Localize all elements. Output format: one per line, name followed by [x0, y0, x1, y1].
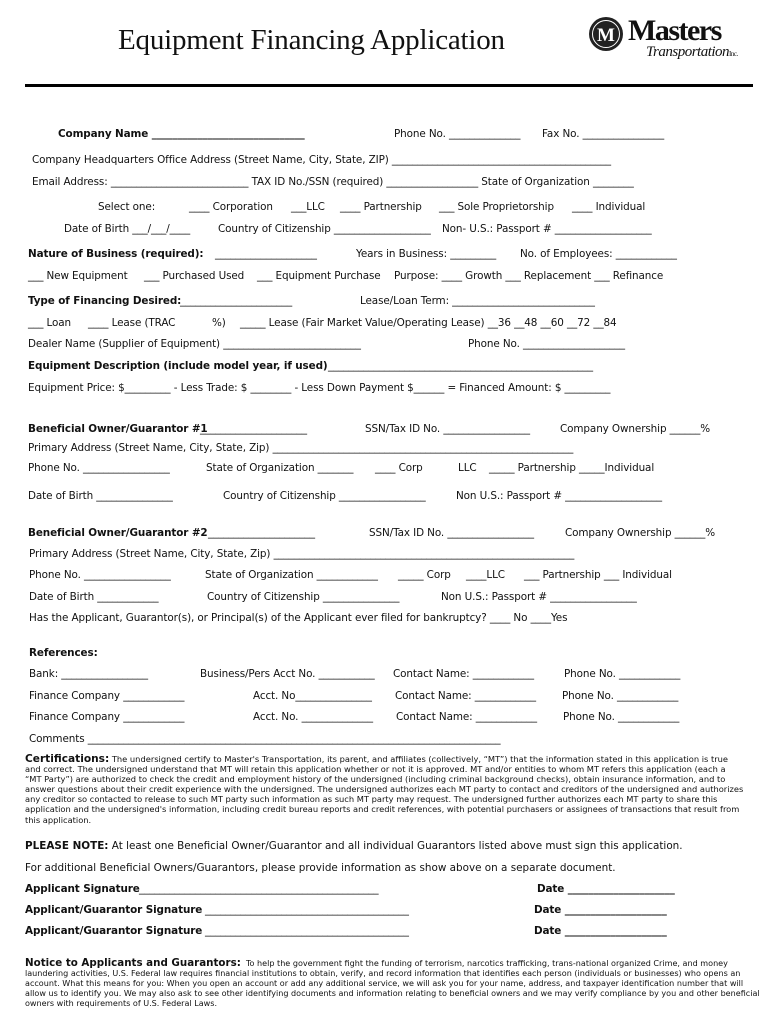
- guarantor1-llc-option[interactable]: LLC: [458, 462, 477, 474]
- llc-option[interactable]: ___LLC: [291, 201, 325, 213]
- notice-line: allow us to identify you. We may also ask to see other identifying documents and information relating to beneficial owners and we may verify compliance by you and other beneficial: [25, 988, 760, 999]
- guarantor-signature-line[interactable]: ________________________________________: [205, 925, 409, 937]
- certifications-first-line: Certifications: The undersigned certify to Master's Transportation, its parent, and affiliates (collectively, “MT”) that the information stated in this application is true: [25, 753, 729, 765]
- new-equipment-option[interactable]: ___ New Equipment: [28, 270, 128, 282]
- equipment-description-field[interactable]: ____________________________________________________: [328, 360, 593, 372]
- guarantor1-citizenship-field[interactable]: Country of Citizenship _________________: [223, 490, 426, 502]
- guarantor1-corp-option[interactable]: ____ Corp: [375, 462, 423, 474]
- guarantor2-llc-option[interactable]: ____LLC: [466, 569, 505, 581]
- notice-first-line: Notice to Applicants and Guarantors: To help the government fight the funding of terrorism, narcotics trafficking, trans-national organized Crime, and money: [25, 957, 728, 969]
- please-note-label: PLEASE NOTE:: [25, 840, 109, 852]
- logo-tagline: TransportationInc.: [646, 44, 738, 60]
- guarantor1-dob-field[interactable]: Date of Birth _______________: [28, 490, 173, 502]
- please-note: [25, 839, 683, 853]
- masters-emblem-icon: [588, 16, 624, 52]
- applicant-signature-label: Applicant Signature: [25, 883, 140, 895]
- dealer-phone-field[interactable]: Phone No. ____________________: [468, 338, 625, 350]
- equipment-price-field[interactable]: Equipment Price: $_________ - Less Trade: $ ________ - Less Down Payment $______ = Financed Amount: $ _________: [28, 382, 611, 394]
- guarantor1-ssn-field[interactable]: SSN/Tax ID No. _________________: [365, 423, 530, 435]
- guarantor2-address-field[interactable]: Primary Address (Street Name, City, State, Zip) ___________________________________________________________: [29, 548, 575, 560]
- notice-line: account. What this means for you: When you open an account or add any additional service, we will ask you for your name, address, and taxpayer identification number that will: [25, 978, 744, 989]
- guarantor2-partnership-option[interactable]: ___ Partnership ___ Individual: [524, 569, 672, 581]
- applicant-signature-line[interactable]: _______________________________________________: [139, 883, 379, 895]
- guarantor1-phone-field[interactable]: Phone No. _________________: [28, 462, 170, 474]
- page-title: Equipment Financing Application: [118, 24, 505, 56]
- years-in-business-field[interactable]: Years in Business: _________: [356, 248, 497, 260]
- corporation-option[interactable]: ____ Corporation: [189, 201, 273, 213]
- guarantor-signature-line[interactable]: ________________________________________: [205, 904, 409, 916]
- individual-option[interactable]: ____ Individual: [572, 201, 646, 213]
- guarantor-signature-label: Applicant/Guarantor Signature: [25, 925, 203, 937]
- nature-of-business-label: Nature of Business (required):: [28, 248, 204, 260]
- finance-company-2-field[interactable]: Finance Company ____________: [29, 711, 185, 723]
- certifications-line: “MT Party”) are authorized to check the credit and employment history of the undersigned (including criminal background checks), obtain insurance information, and to: [25, 774, 726, 785]
- equipment-description-label: Equipment Description (include model year, if used): [28, 360, 328, 372]
- guarantor1-state-field[interactable]: State of Organization _______: [206, 462, 354, 474]
- guarantor1-partnership-option[interactable]: _____ Partnership _____Individual: [489, 462, 655, 474]
- finance-company-2-account-field[interactable]: Acct. No. ______________: [253, 711, 373, 723]
- date-of-birth-field[interactable]: Date of Birth ___/___/____: [64, 223, 191, 235]
- logo-name: Masters: [628, 14, 721, 47]
- guarantor2-label: Beneficial Owner/Guarantor #2: [28, 527, 208, 539]
- guarantor2-dob-field[interactable]: Date of Birth ____________: [29, 591, 159, 603]
- additional-owners-note: For additional Beneficial Owners/Guarantors, please provide information as show above on a separate document.: [25, 862, 616, 874]
- employees-field[interactable]: No. of Employees: ____________: [520, 248, 677, 260]
- guarantor1-label: Beneficial Owner/Guarantor #1: [28, 423, 208, 435]
- guarantor-signature-label: Applicant/Guarantor Signature: [25, 904, 203, 916]
- dealer-name-field[interactable]: Dealer Name (Supplier of Equipment) ___________________________: [28, 338, 361, 350]
- purchased-used-option[interactable]: ___ Purchased Used: [144, 270, 245, 282]
- hq-address-field[interactable]: Company Headquarters Office Address (Street Name, City, State, ZIP) ___________________________________________: [32, 154, 612, 166]
- finance-company-2-phone-field[interactable]: Phone No. ____________: [563, 711, 680, 723]
- bank-account-field[interactable]: Business/Pers Acct No. ___________: [200, 668, 375, 680]
- references-heading: References:: [29, 647, 98, 659]
- please-note-text: At least one Beneficial Owner/Guarantor and all individual Guarantors listed above must sign this application.: [111, 840, 683, 852]
- svg-text:M: M: [597, 25, 615, 46]
- partnership-option[interactable]: ____ Partnership: [340, 201, 422, 213]
- certifications-line: answer questions about their credit experience with the undersigned. The undersigned authorizes each MT party to contact and creditors of the undersigned and authorizes: [25, 784, 744, 795]
- notice-heading: Notice to Applicants and Guarantors:: [25, 957, 241, 969]
- phone-field[interactable]: Phone No. ______________: [394, 128, 521, 140]
- trac-percent-label: %): [212, 317, 226, 329]
- lease-trac-option[interactable]: ____ Lease (TRAC: [88, 317, 176, 329]
- title-divider: [25, 84, 753, 87]
- select-one-label: Select one:: [98, 201, 156, 213]
- email-taxid-field[interactable]: Email Address: ___________________________ TAX ID No./SSN (required) __________________ State of Organization ________: [32, 176, 634, 188]
- certifications-line: this application.: [25, 814, 92, 825]
- financing-type-field[interactable]: ______________________: [180, 295, 293, 307]
- guarantor2-ownership-field[interactable]: Company Ownership ______%: [565, 527, 715, 539]
- certifications-line: and correct. The undersigned understand that MT will retain this application whether or not it is approved. MT and/or entities to whom MT refers this application (each a: [25, 764, 726, 775]
- lease-term-field[interactable]: Lease/Loan Term: ____________________________: [360, 295, 595, 307]
- guarantor1-address-field[interactable]: Primary Address (Street Name, City, State, Zip) ___________________________________________________________: [28, 442, 574, 454]
- finance-company-1-contact-field[interactable]: Contact Name: ____________: [395, 690, 536, 702]
- equipment-purchase-option[interactable]: ___ Equipment Purchase: [257, 270, 381, 282]
- bank-field[interactable]: Bank: _________________: [29, 668, 148, 680]
- company-logo: [588, 14, 758, 70]
- financing-type-label: Type of Financing Desired:: [28, 295, 182, 307]
- lease-fmv-option[interactable]: _____ Lease (Fair Market Value/Operating Lease) __36 __48 __60 __72 __84: [240, 317, 617, 329]
- bank-phone-field[interactable]: Phone No. ____________: [564, 668, 681, 680]
- sole-proprietorship-option[interactable]: ___ Sole Proprietorship: [439, 201, 554, 213]
- guarantor2-state-field[interactable]: State of Organization ____________: [205, 569, 378, 581]
- certifications-line: any creditor so contacted to release to such MT party such information as such MT party may request. The undersigned further authorizes each MT party to share this: [25, 794, 718, 805]
- bankruptcy-question[interactable]: Has the Applicant, Guarantor(s), or Principal(s) of the Applicant ever filed for bankruptcy? ____ No ____Yes: [29, 612, 568, 624]
- guarantor2-passport-field[interactable]: Non U.S.: Passport # _________________: [441, 591, 637, 603]
- notice-block: [25, 958, 760, 1008]
- citizenship-field[interactable]: Country of Citizenship ___________________: [218, 223, 431, 235]
- certifications-heading: Certifications:: [25, 753, 110, 765]
- guarantor2-phone-field[interactable]: Phone No. _________________: [29, 569, 171, 581]
- certifications-block: [25, 754, 743, 825]
- finance-company-1-phone-field[interactable]: Phone No. ____________: [562, 690, 679, 702]
- bank-contact-field[interactable]: Contact Name: ____________: [393, 668, 534, 680]
- guarantor2-ssn-field[interactable]: SSN/Tax ID No. _________________: [369, 527, 534, 539]
- guarantor2-corp-option[interactable]: _____ Corp: [398, 569, 451, 581]
- guarantor2-citizenship-field[interactable]: Country of Citizenship _______________: [207, 591, 400, 603]
- passport-field[interactable]: Non- U.S.: Passport # ___________________: [442, 223, 652, 235]
- company-name-field[interactable]: Company Name ______________________________: [58, 128, 305, 140]
- finance-company-1-field[interactable]: Finance Company ____________: [29, 690, 185, 702]
- guarantor2-name-field[interactable]: _____________________: [208, 527, 316, 539]
- nature-of-business-field[interactable]: ____________________: [215, 248, 317, 260]
- finance-company-1-account-field[interactable]: Acct. No_______________: [253, 690, 372, 702]
- notice-line: owners with requirements of U.S. Federal Laws.: [25, 998, 218, 1009]
- applicant-signature-date[interactable]: Date _____________________: [537, 883, 675, 895]
- fax-field[interactable]: Fax No. ________________: [542, 128, 665, 140]
- loan-option[interactable]: ___ Loan: [28, 317, 72, 329]
- purpose-options[interactable]: Purpose: ____ Growth ___ Replacement ___ Refinance: [394, 270, 664, 282]
- notice-line: laundering activities, U.S. Federal law requires financial institutions to obtain, verify, and record information that identifies each person (individuals or businesses) who opens an: [25, 968, 741, 979]
- guarantor1-ownership-field[interactable]: Company Ownership ______%: [560, 423, 710, 435]
- guarantor1-name-field[interactable]: _____________________: [200, 423, 308, 435]
- guarantor-signature-date[interactable]: Date ____________________: [534, 904, 667, 916]
- finance-company-2-contact-field[interactable]: Contact Name: ____________: [396, 711, 537, 723]
- guarantor1-passport-field[interactable]: Non U.S.: Passport # ___________________: [456, 490, 662, 502]
- comments-field[interactable]: Comments _________________________________________________________________________________: [29, 733, 501, 745]
- certifications-line: application and the undersigned's information, including credit bureau reports and credit references, with potential purchasers or assignees of transactions that result from: [25, 804, 740, 815]
- guarantor-signature-date[interactable]: Date ____________________: [534, 925, 667, 937]
